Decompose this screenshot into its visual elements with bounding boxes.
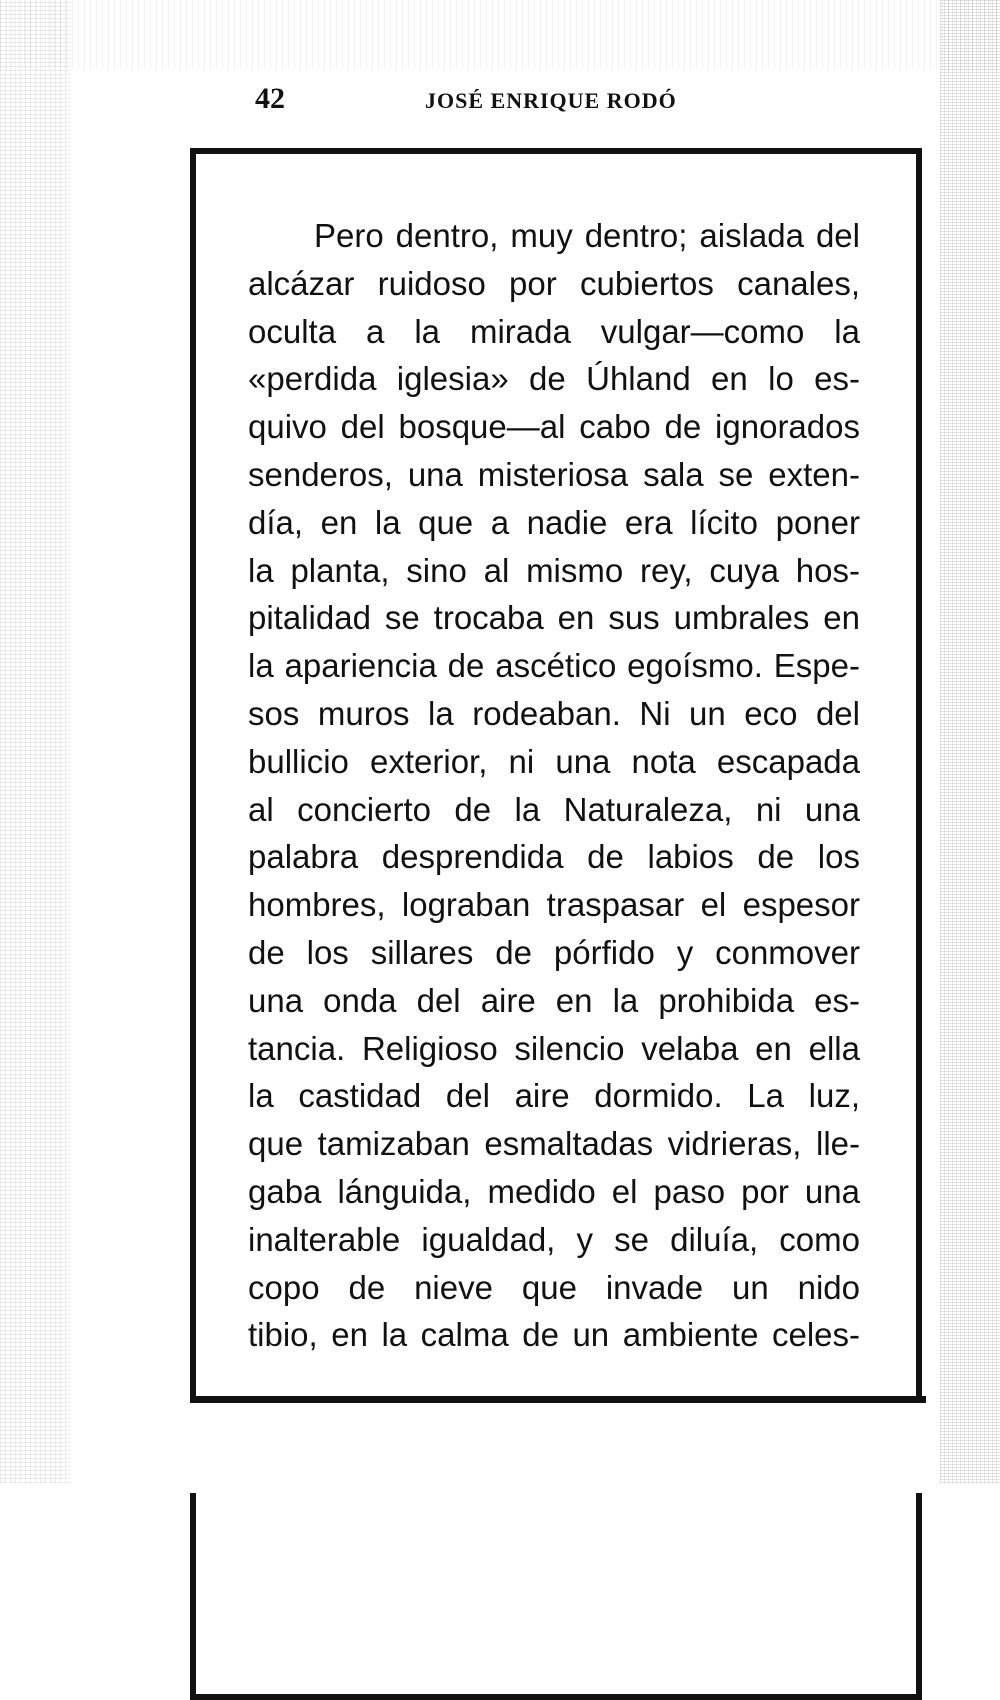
text-line-17: una onda del aire en la prohibida es-	[248, 981, 860, 1019]
running-title: JOSÉ ENRIQUE RODÓ	[425, 88, 677, 113]
text-line-24: tibio, en la calma de un ambiente celes-	[248, 1316, 860, 1354]
text-line-11: sos muros la rodeaban. Ni un eco del	[248, 694, 860, 732]
frame-mask	[180, 1403, 940, 1493]
text-line-15: hombres, lograban traspasar el espesor	[248, 886, 860, 924]
text-line-2: alcázar ruidoso por cubiertos canales,	[248, 264, 860, 302]
text-line-13: al concierto de la Naturaleza, ni una	[248, 790, 860, 828]
body-text	[248, 212, 860, 1359]
text-line-22: inalterable igualdad, y se diluía, como	[248, 1220, 860, 1258]
text-line-3: oculta a la mirada vulgar—como la	[248, 312, 860, 350]
text-line-19: la castidad del aire dormido. La luz,	[248, 1077, 860, 1115]
text-line-6: senderos, una misteriosa sala se exten-	[248, 455, 860, 493]
text-line-20: que tamizaban esmaltadas vidrieras, lle-	[248, 1125, 860, 1163]
text-line-10: la apariencia de ascético egoísmo. Espe-	[248, 647, 860, 685]
page-number: 42	[255, 82, 285, 115]
text-line-7: día, en la que a nadie era lícito poner	[248, 503, 860, 541]
scan-border-right	[940, 0, 1000, 1483]
text-line-23: copo de nieve que invade un nido	[248, 1268, 860, 1306]
text-line-21: gaba lánguida, medido el paso por una	[248, 1172, 860, 1210]
text-line-1: Pero dentro, muy dentro; aislada del	[314, 217, 860, 254]
text-line-12: bullicio exterior, ni una nota escapada	[248, 742, 860, 780]
scan-border-top	[0, 0, 1000, 70]
scan-border-left	[0, 0, 70, 1483]
text-line-5: quivo del bosque—al cabo de ignorados	[248, 408, 860, 446]
text-line-4: «perdida iglesia» de Úhland en lo es-	[248, 360, 860, 398]
text-line-8: la planta, sino al mismo rey, cuya hos-	[248, 551, 860, 589]
text-line-18: tancia. Religioso silencio velaba en ella	[248, 1029, 860, 1067]
text-frame-bottom-rule	[190, 1396, 926, 1403]
running-head	[255, 82, 725, 122]
text-line-14: palabra desprendida de labios de los	[248, 838, 860, 876]
text-line-16: de los sillares de pórfido y conmover	[248, 933, 860, 971]
text-line-9: pitalidad se trocaba en sus umbrales en	[248, 599, 860, 637]
